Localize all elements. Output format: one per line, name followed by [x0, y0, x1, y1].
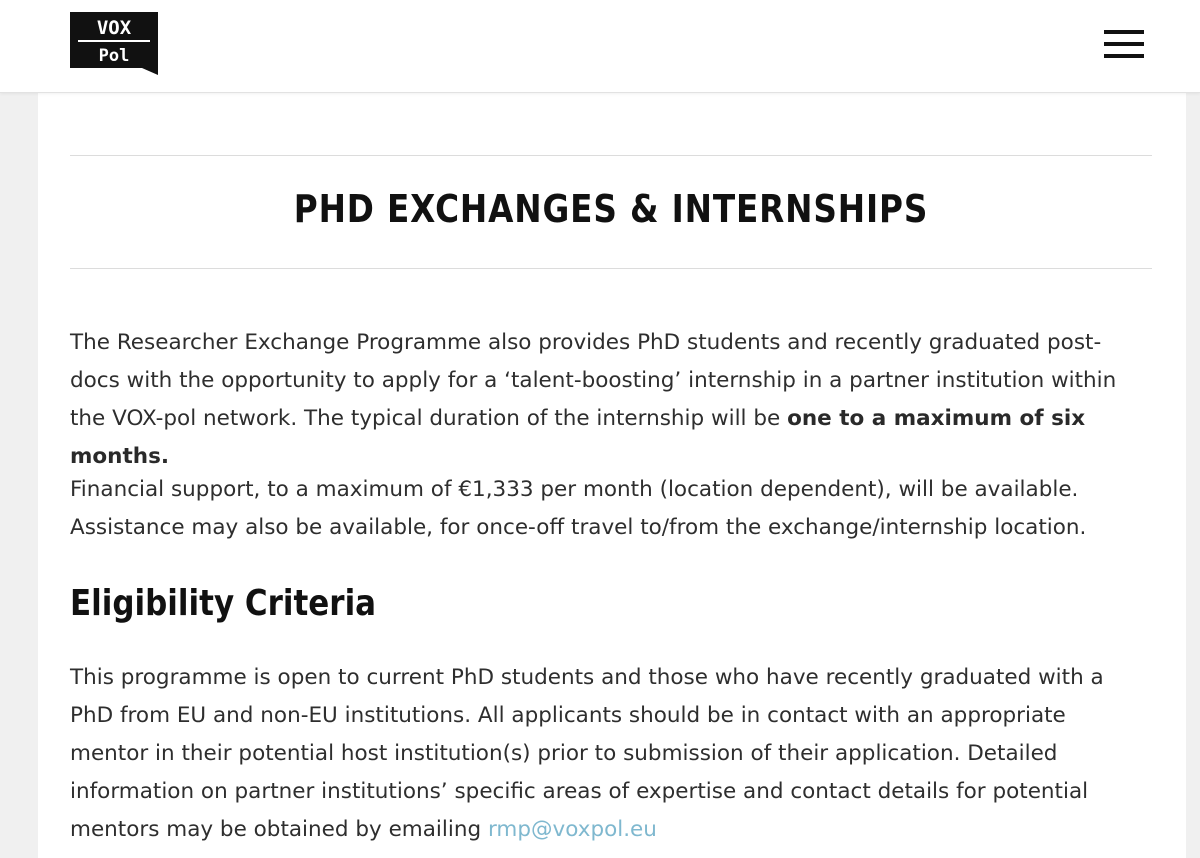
page-title: PHD EXCHANGES & INTERNSHIPS [293, 187, 929, 231]
intro-paragraph [70, 324, 1130, 476]
logo-text-bottom: Pol [98, 46, 130, 66]
financial-paragraph: Financial support, to a maximum of €1,333 per month (location dependent), will be available. Assistance may also be available, for once-off travel to/from the exchange/internship location. [70, 477, 1087, 540]
title-top-divider [70, 155, 1152, 156]
title-bottom-divider [70, 268, 1152, 269]
menu-bar [1104, 54, 1144, 58]
top-bar [0, 0, 1200, 93]
intro-duration-emphasis: one to a maximum of six months. [70, 406, 1086, 469]
eligibility-text: This programme is open to current PhD students and those who have recently graduated with a PhD from EU and non-EU institutions. All applicants should be in contact with an appropriate mentor in their potential host institution(s) prior to submission of their application. Detailed information on partner institutions’ specific areas of expertise and contact details for potential mentors may be obtained by emailing [70, 665, 1104, 842]
content-card [38, 92, 1186, 858]
contact-email-link[interactable]: rmp@voxpol.eu [487, 817, 657, 842]
menu-bar [1104, 42, 1144, 46]
logo-text-top: VOX [96, 17, 132, 39]
menu-bar [1104, 30, 1144, 34]
eligibility-paragraph [70, 659, 1130, 849]
voxpol-logo-icon [70, 12, 158, 75]
voxpol-logo[interactable] [70, 12, 158, 75]
eligibility-heading: Eligibility Criteria [70, 583, 377, 624]
intro-text: The Researcher Exchange Programme also provides PhD students and recently graduated post-docs with the opportunity to apply for a ‘talent-boosting’ internship in a partner institution within the VOX-pol network. The typical duration of the internship will be [70, 330, 1117, 431]
hamburger-menu-icon[interactable] [1104, 30, 1144, 60]
